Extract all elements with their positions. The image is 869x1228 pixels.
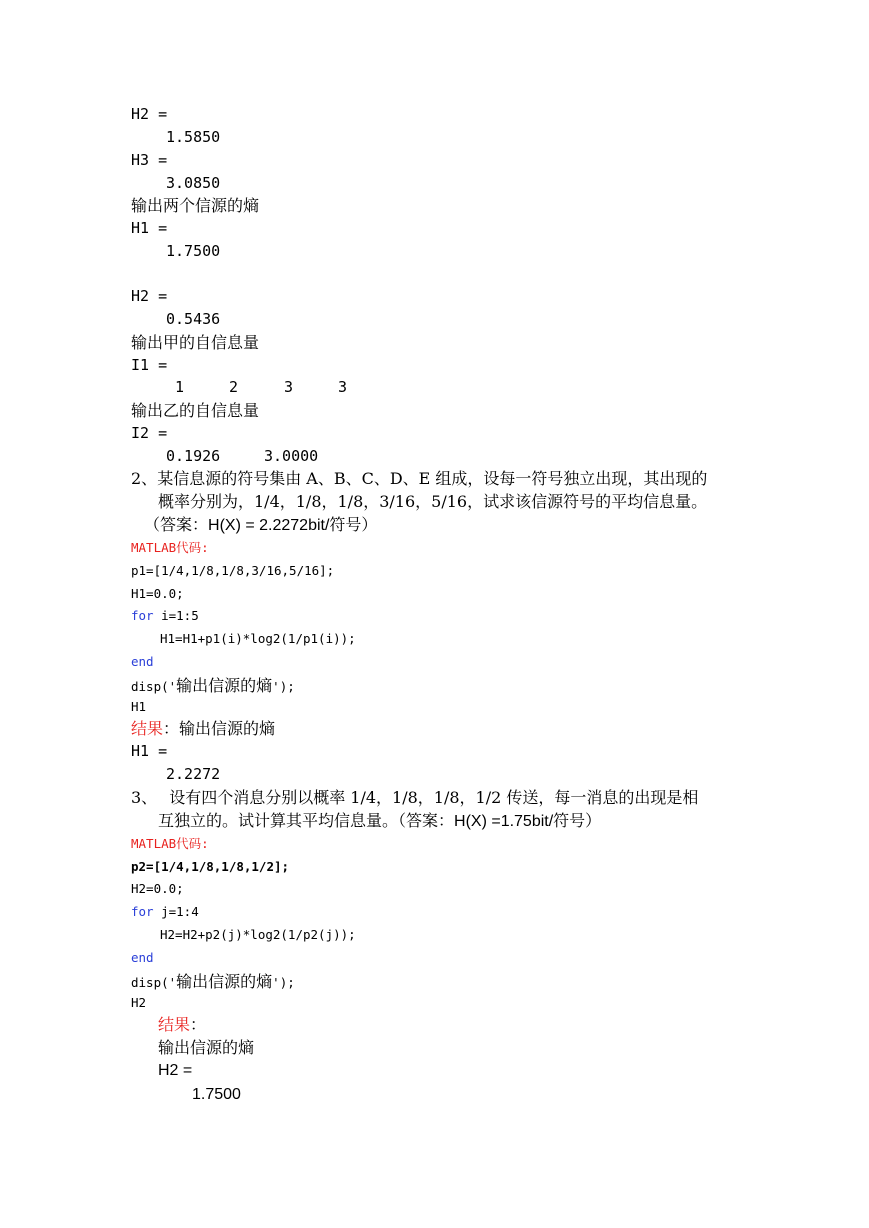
two-sources-heading: 输出两个信源的熵: [131, 196, 260, 215]
disp-close: ');: [272, 975, 295, 990]
problem3-text-1: 设有四个消息分别以概率 1/4，1/8，1/8，1/2 传送，每一消息的出现是相: [169, 788, 699, 807]
disp-text: 输出信源的熵: [176, 676, 273, 695]
problem2-result: [131, 721, 275, 737]
problem2-code-last: H1: [131, 699, 147, 714]
problem3-code-line1: p2=[1/4,1/8,1/8,1/2];: [131, 859, 290, 874]
problem2-answer-value: H(X) = 2.2272bit/: [208, 517, 330, 534]
h2b-label: H2 =: [131, 287, 168, 305]
i2-value-2: 3.0000: [264, 447, 319, 465]
problem3-text-2: 互独立的。试计算其平均信息量。（答案：: [158, 811, 455, 830]
problem2-code-disp: [131, 678, 295, 694]
h2b-value: 0.5436: [166, 310, 221, 328]
for-keyword: for: [131, 608, 154, 623]
h3-value: 3.0850: [166, 174, 221, 192]
problem2-code-label: MATLAB代码:: [131, 540, 209, 555]
problem2-h1-value: 2.2272: [166, 765, 221, 783]
problem2-answer-open: （答案：: [144, 515, 209, 534]
problem3-result: [158, 1017, 206, 1033]
problem2-line1: [131, 471, 707, 487]
problem3-code-end: end: [131, 950, 154, 965]
for-keyword: for: [131, 904, 154, 919]
problem2-answer-close: 符号）: [329, 515, 378, 534]
h1b-value: 1.7500: [166, 242, 221, 260]
problem3-answer-close: 符号）: [553, 811, 602, 830]
problem2-line2: 概率分别为，1/4，1/8，1/8，3/16，5/16，试求该信源符号的平均信息量。: [158, 492, 708, 511]
problem3-code-label: MATLAB代码:: [131, 836, 209, 851]
problem3-code-loop-body: H2=H2+p2(j)*log2(1/p2(j));: [160, 927, 356, 942]
problem2-h1-label: H1 =: [131, 742, 168, 760]
i1-value-1: 1: [175, 378, 185, 396]
disp-close: ');: [272, 679, 295, 694]
h1b-label: H1 =: [131, 219, 168, 237]
problem3-code-disp: [131, 974, 295, 990]
problem2-code-loop-body: H1=H1+p1(i)*log2(1/p1(i));: [160, 631, 356, 646]
problem2-code-line1: p1=[1/4,1/8,1/8,3/16,5/16];: [131, 563, 335, 578]
problem2-code-for: [131, 610, 199, 623]
problem3-h2-label: H2 =: [158, 1062, 193, 1079]
i2-label: I2 =: [131, 424, 168, 442]
problem2-answer: [144, 517, 377, 534]
problem2-number: 2、: [131, 469, 158, 488]
problem3-code-for: [131, 906, 199, 919]
i1-value-2: 2: [229, 378, 239, 396]
disp-text: 输出信源的熵: [176, 972, 273, 991]
jia-heading: 输出甲的自信息量: [131, 333, 260, 352]
result-colon: ：: [190, 1015, 207, 1034]
i1-label: I1 =: [131, 356, 168, 374]
result-label: 结果: [131, 719, 164, 738]
for-range: i=1:5: [153, 608, 199, 623]
problem2-code-line2: H1=0.0;: [131, 586, 184, 601]
problem3-number: 3、: [131, 788, 158, 807]
problem3-line2: [158, 813, 601, 830]
h2-value: 1.5850: [166, 128, 221, 146]
result-text: ：输出信源的熵: [163, 719, 276, 738]
problem3-answer-value: H(X) =1.75bit/: [454, 813, 554, 830]
problem3-code-last: H2: [131, 995, 147, 1010]
h3-label: H3 =: [131, 151, 168, 169]
problem2-text-1: 某信息源的符号集由 A、B、C、D、E 组成，设每一符号独立出现，其出现的: [157, 469, 708, 488]
disp-open: disp(': [131, 975, 177, 990]
problem3-code-line2: H2=0.0;: [131, 881, 184, 896]
problem3-result-text: 输出信源的熵: [158, 1038, 255, 1057]
disp-open: disp(': [131, 679, 177, 694]
result-label: 结果: [158, 1015, 191, 1034]
problem3-h2-value: 1.7500: [192, 1086, 241, 1103]
problem2-code-end: end: [131, 654, 154, 669]
i1-value-3: 3: [284, 378, 294, 396]
h2-label: H2 =: [131, 105, 168, 123]
i1-value-4: 3: [338, 378, 348, 396]
problem3-line1: [131, 790, 698, 806]
for-range: j=1:4: [153, 904, 199, 919]
yi-heading: 输出乙的自信息量: [131, 401, 260, 420]
i2-value-1: 0.1926: [166, 447, 221, 465]
